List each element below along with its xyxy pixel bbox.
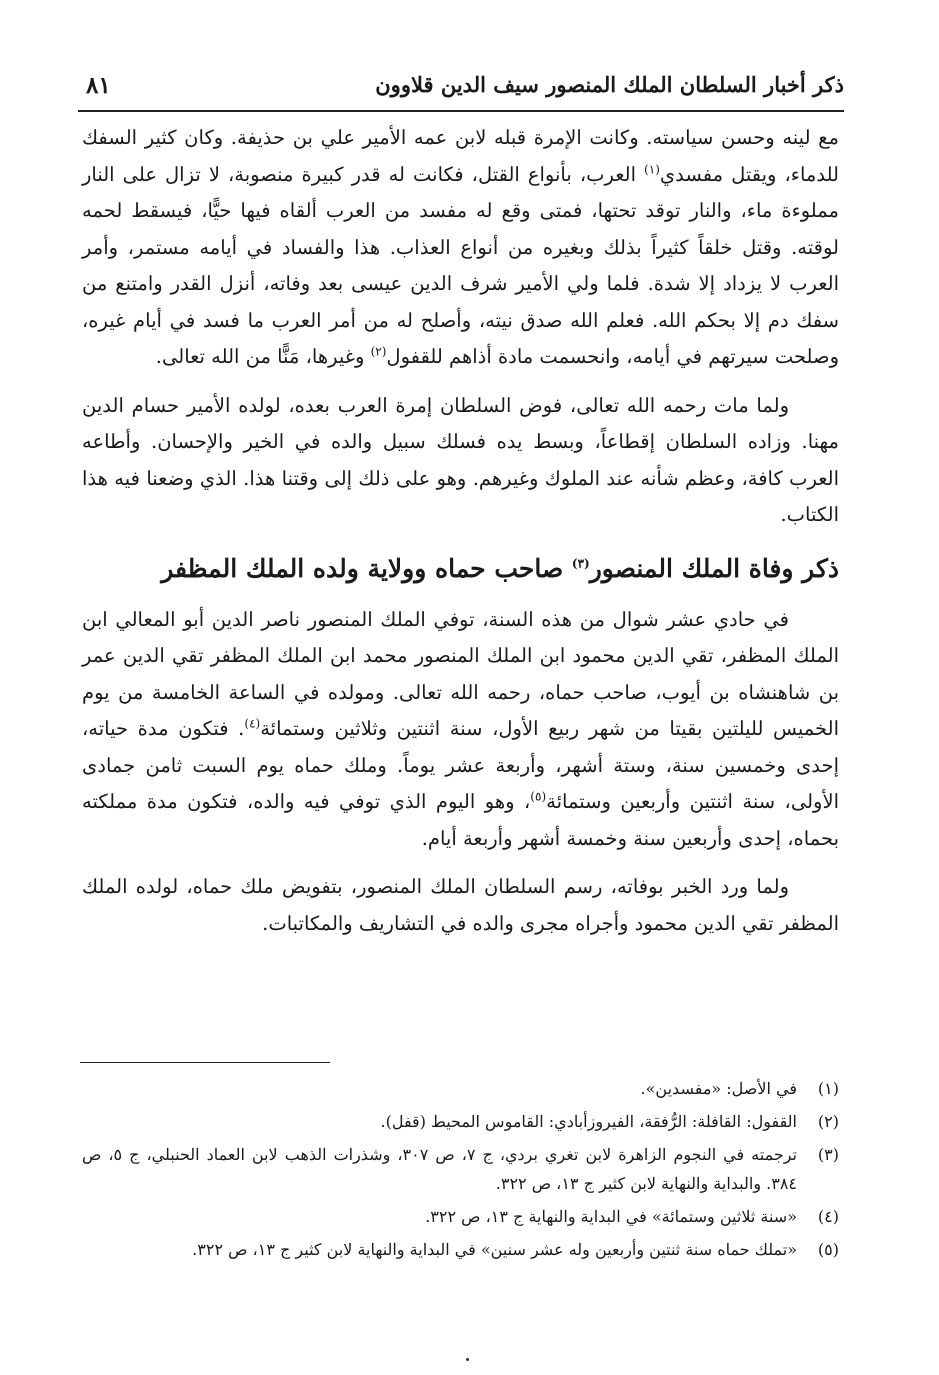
footnote-number: (٢)	[817, 1112, 839, 1131]
paragraph-2: ولما مات رحمه الله تعالى، فوض السلطان إمرة العرب بعده، لولده الأمير حسام الدين مهنا. وزاده السلطان إقطاعاً، وبسط يده فسلك سبيل والده في الخير والإحسان. وأطاعه العرب كافة، وعظم شأنه عند الملوك وغيرهم. وهو على ذلك إلى وقتنا هذا. الذي وضعنا فيه هذا الكتاب.	[82, 393, 839, 526]
footnote-4	[82, 1202, 839, 1231]
heading-text: ذكر وفاة الملك المنصور	[589, 553, 839, 583]
paragraph-3	[82, 602, 839, 858]
footnote-ref-3[interactable]: (٣)	[571, 556, 590, 571]
footnote-number: (١)	[817, 1079, 839, 1098]
heading-text: صاحب حماه وولاية ولده الملك المظفر	[161, 553, 572, 583]
footnote-ref-1[interactable]: (١)	[644, 162, 660, 176]
paragraph-text: مع لينه وحسن سياسته. وكانت الإمرة قبله لابن عمه الأمير علي بن حذيفة. وكان كثير السفك للدماء، ويقتل مفسدي	[82, 126, 839, 186]
footnote-number: (٥)	[817, 1240, 839, 1259]
footnote-5	[82, 1235, 839, 1264]
footnote-divider	[80, 1062, 330, 1063]
footnote-3	[82, 1140, 839, 1198]
footnote-text: القفول: القافلة: الرُّفقة، الفيروزأبادي: القاموس المحيط (قفل).	[380, 1112, 797, 1131]
paragraph-4: ولما ورد الخبر بوفاته، رسم السلطان الملك المنصور، بتفويض ملك حماه، لولده الملك المظفر تقي الدين محمود وأجراه مجرى والده في التشاريف والمكاتبات.	[82, 875, 839, 935]
paragraph-text: العرب، بأنواع القتل، فكانت له قدر كبيرة منصوبة، لا تزال على النار مملوءة ماء، والنار توقد تحتها، فمتى وقع له مفسد من العرب ألقاه فيها حيًّا، فيسقط لحمه لوقته. وقتل خلقاً كثيراً بذلك وبغيره من أنواع العذاب. هذا والفساد في أيامه مستمر، وأمر العرب لا يزداد إلا شدة. فلما ولي الأمير شرف الدين عيسى بعد وفاته، أنزل القدر وامتنع من سفك دم إلا بحكم الله. فعلم الله صدق نيته، وأصلح له من أمر العرب ما فسد في أيام غيره، وصلحت سيرتهم في أيامه، وانحسمت مادة أذاهم للقفول	[82, 162, 839, 368]
section-heading	[82, 546, 839, 592]
scan-speck	[466, 1358, 469, 1361]
main-text	[82, 120, 839, 954]
footnote-ref-5[interactable]: (٥)	[530, 789, 547, 804]
page-number: ٨١	[86, 72, 111, 99]
paragraph-text: وغيرها، مَنًّا من الله تعالى.	[155, 345, 371, 368]
paragraph-text: ، وهو اليوم الذي توفي فيه والده، فتكون مدة مملكته بحماه، إحدى وأربعين سنة وخمسة أشهر وأربعة أيام.	[82, 790, 839, 850]
footnote-number: (٤)	[817, 1207, 839, 1226]
running-title: ذكر أخبار السلطان الملك المنصور سيف الدين قلاوون	[375, 72, 844, 97]
footnotes	[82, 1074, 839, 1268]
page-header	[78, 70, 844, 112]
footnote-text: «تملك حماه سنة ثنتين وأربعين وله عشر سنين» في البداية والنهاية لابن كثير ج ١٣، ص ٣٢٢.	[192, 1240, 797, 1259]
paragraph-text: في حادي عشر شوال من هذه السنة، توفي الملك المنصور ناصر الدين أبو المعالي ابن الملك المظفر، تقي الدين محمود ابن الملك المنصور محمد ابن الملك المظفر تقي الدين عمر بن شاهنشاه بن أيوب، صاحب حماه، رحمه الله تعالى. ومولده في الساعة الخامسة من يوم الخميس لليلتين بقيتا من شهر ربيع الأول، سنة اثنتين وثلاثين وستمائة	[82, 607, 839, 740]
footnote-text: ترجمته في النجوم الزاهرة لابن تغري بردي، ج ٧، ص ٣٠٧، وشذرات الذهب لابن العماد الحنبلي، ج ٥، ص ٣٨٤. والبداية والنهاية لابن كثير ج ١٣، ص ٣٢٢.	[82, 1145, 798, 1193]
footnote-ref-2[interactable]: (٢)	[370, 344, 387, 359]
footnote-ref-4[interactable]: (٤)	[244, 716, 261, 731]
footnote-text: في الأصل: «مفسدين».	[640, 1079, 797, 1098]
footnote-1	[82, 1074, 839, 1103]
footnote-number: (٣)	[817, 1145, 839, 1164]
footnote-2	[82, 1107, 839, 1136]
paragraph-1	[82, 120, 839, 376]
paragraph-text: . فتكون مدة حياته، إحدى وخمسين سنة، وستة أشهر، وأربعة عشر يوماً. وملك حماه يوم السبت ثامن جمادى الأولى، سنة اثنتين وأربعين وستمائة	[82, 717, 839, 813]
footnote-text: «سنة ثلاثين وستمائة» في البداية والنهاية ج ١٣، ص ٣٢٢.	[425, 1207, 797, 1226]
